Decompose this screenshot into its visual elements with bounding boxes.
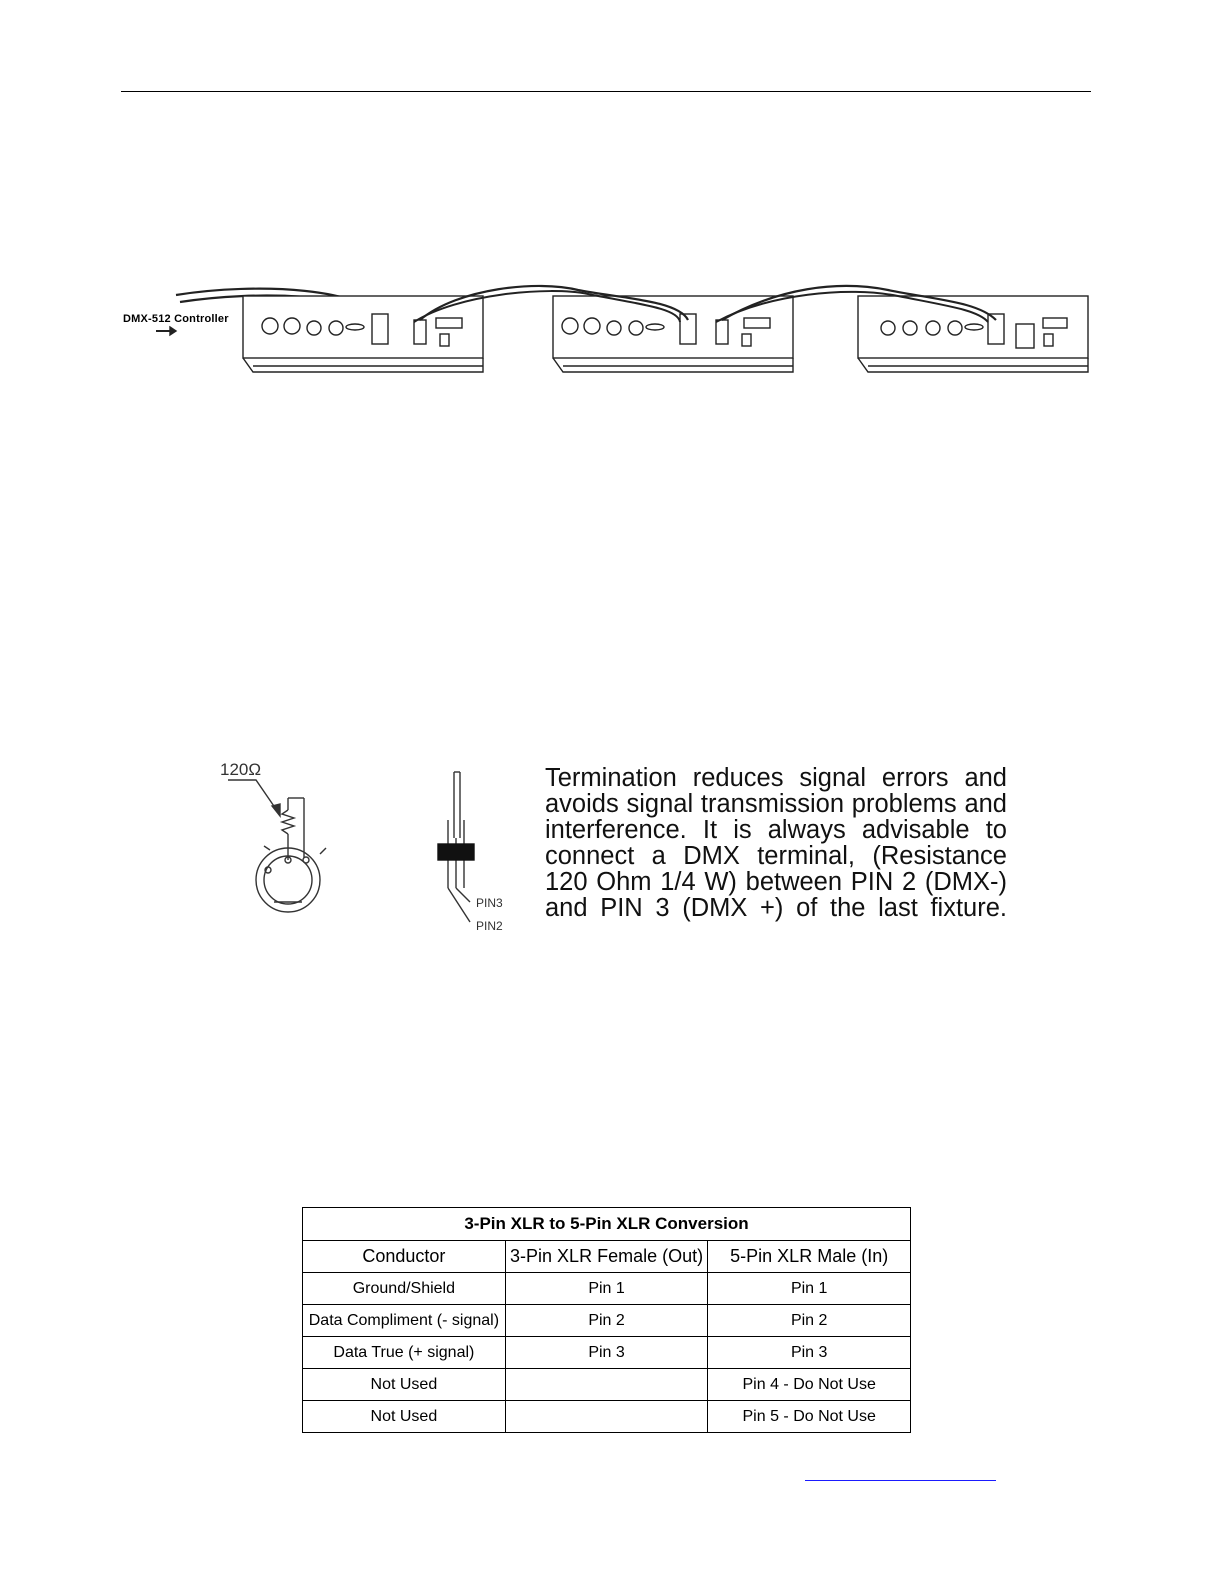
pin2-label: PIN2	[476, 919, 503, 933]
table-title: 3-Pin XLR to 5-Pin XLR Conversion	[303, 1208, 911, 1241]
header-cell: 5-Pin XLR Male (In)	[708, 1241, 911, 1273]
table-cell	[505, 1369, 708, 1401]
xlr-conversion-table	[302, 1207, 911, 1433]
table-cell: Pin 1	[708, 1273, 911, 1305]
footer-link-underline[interactable]	[805, 1480, 996, 1481]
dmx-daisy-chain-figure	[118, 280, 1093, 390]
table-cell: Pin 1	[505, 1273, 708, 1305]
table-cell: Pin 3	[505, 1337, 708, 1369]
table-row	[303, 1273, 911, 1305]
table-cell: Ground/Shield	[303, 1273, 506, 1305]
table-row	[303, 1369, 911, 1401]
header-cell: 3-Pin XLR Female (Out)	[505, 1241, 708, 1273]
resistor-value-label: 120Ω	[220, 760, 262, 779]
table-header-row	[303, 1241, 911, 1273]
header-rule	[121, 91, 1091, 92]
table-cell: Pin 3	[708, 1337, 911, 1369]
table-cell: Pin 2	[505, 1305, 708, 1337]
pin3-label: PIN3	[476, 896, 503, 910]
table-row	[303, 1337, 911, 1369]
table-row	[303, 1305, 911, 1337]
table-cell: Data True (+ signal)	[303, 1337, 506, 1369]
table-cell: Pin 5 - Do Not Use	[708, 1401, 911, 1433]
table-cell: Data Compliment (- signal)	[303, 1305, 506, 1337]
controller-label: DMX-512 Controller	[123, 313, 229, 325]
table-cell: Not Used	[303, 1369, 506, 1401]
table-cell: Pin 2	[708, 1305, 911, 1337]
termination-figure	[208, 750, 518, 938]
table-row	[303, 1401, 911, 1433]
header-cell: Conductor	[303, 1241, 506, 1273]
table-cell: Not Used	[303, 1401, 506, 1433]
fixture-chain-drawing	[118, 280, 1093, 390]
table-cell	[505, 1401, 708, 1433]
termination-description: Termination reduces signal errors and avoids signal transmission problems and interference. It is always advisable to connect a DMX terminal, (Resistance 120 Ohm 1/4 W) between PIN 2 (DMX-) and PIN 3 (DMX +) of the last fixture.	[545, 764, 1007, 922]
table-cell: Pin 4 - Do Not Use	[708, 1369, 911, 1401]
